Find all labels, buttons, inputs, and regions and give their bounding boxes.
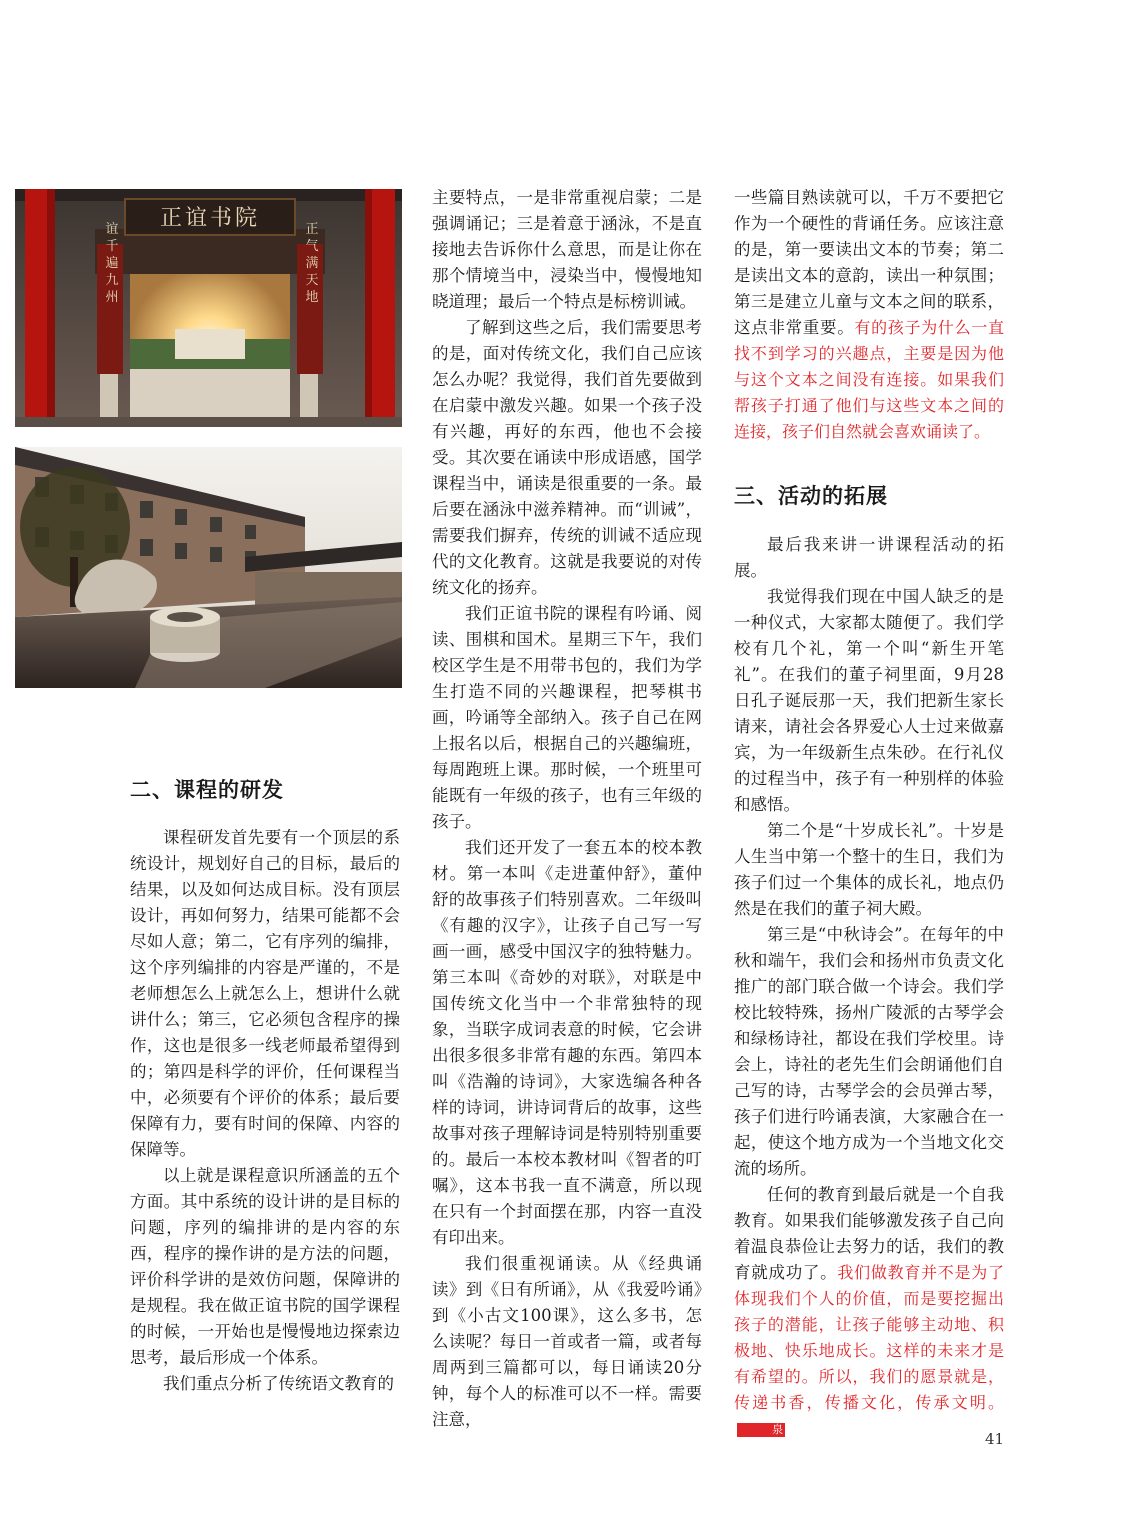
- column-3-bottom: [734, 532, 1004, 1442]
- end-mark-icon: 泉: [737, 1423, 785, 1437]
- column-1: [130, 825, 400, 1397]
- col2-paragraph-4: 我们还开发了一套五本的校本教材。第一本叫《走进董仲舒》，董仲舒的故事孩子们特别喜欢。二年级叫《有趣的汉字》，让孩子自己写一写画一画，感受中国汉字的独特魅力。第三本叫《奇妙的对联》，对联是中国传统文化当中一个非常独特的现象，当联字成词表意的时候，它会讲出很多很多非常有趣的东西。第四本叫《浩瀚的诗词》，大家选编各种各样的诗词，讲诗词背后的故事，这些故事对孩子理解诗词是特别特别重要的。最后一本校本教材叫《智者的叮嘱》，这本书我一直不满意，所以现在只有一个封面摆在那，内容一直没有印出来。: [432, 838, 702, 1247]
- col3-p6-black: 任何的教育到最后就是一个自我教育。如果我们能够激发孩子自己向着温良恭俭让去努力的话，我们的教育就成功了。: [734, 1185, 1004, 1282]
- col2-paragraph-2: 了解到这些之后，我们需要思考的是，面对传统文化，我们自己应该怎么办呢？我觉得，我们首先要做到在启蒙中激发兴趣。如果一个孩子没有兴趣，再好的东西，他也不会接受。其次要在诵读中形成语感，国学课程当中，诵读是很重要的一条。最后要在涵泳中滋养精神。而“训诫”，需要我们摒弃，传统的训诫不适应现代的文化教育。这就是我要说的对传统文化的扬弃。: [432, 318, 702, 597]
- col3-p6-highlight: 我们做教育并不是为了体现我们个人的价值，而是要挖掘出孩子的潜能，让孩子能够主动地、积极地、快乐地成长。这样的未来才是有希望的。所以，我们的愿景就是，传递书香，传播文化，传承文明。: [734, 1263, 1004, 1412]
- courtyard-photo: [15, 447, 402, 688]
- col2-paragraph-1: 主要特点，一是非常重视启蒙；二是强调诵记；三是着意于涵泳，不是直接地去告诉你什么意思，而是让你在那个情境当中，浸染当中，慢慢地知晓道理；最后一个特点是标榜训诫。: [432, 188, 702, 311]
- col3-paragraph-3: 我觉得我们现在中国人缺乏的是一种仪式，大家都太随便了。我们学校有几个礼，第一个叫“新生开笔礼”。在我们的董子祠里面，9月28日孔子诞辰那一天，我们把新生家长请来，请社会各界爱心人士过来做嘉宾，为一年级新生点朱砂。在行礼仪的过程当中，孩子有一种别样的体验和感悟。: [734, 587, 1004, 814]
- col2-paragraph-3: 我们正谊书院的课程有吟诵、阅读、围棋和国术。星期三下午，我们校区学生是不用带书包的，我们为学生打造不同的兴趣课程，把琴棋书画，吟诵等全部纳入。孩子自己在网上报名以后，根据自己的兴趣编班，每周跑班上课。那时候，一个班里可能既有一年级的孩子，也有三年级的孩子。: [432, 604, 702, 831]
- col1-paragraph-2: 以上就是课程意识所涵盖的五个方面。其中系统的设计讲的是目标的问题，序列的编排讲的是内容的东西，程序的操作讲的是方法的问题，评价科学讲的是效仿问题，保障讲的是规程。我在做正谊书院的国学课程的时候，一开始也是慢慢地边探索边思考，最后形成一个体系。: [130, 1166, 400, 1367]
- col3-paragraph-5: 第三是“中秋诗会”。在每年的中秋和端午，我们会和扬州市负责文化推广的部门联合做一个诗会。我们学校比较特殊，扬州广陵派的古琴学会和绿杨诗社，都设在我们学校里。诗会上，诗社的老先生们会朗诵他们自己写的诗，古琴学会的会员弹古琴，孩子们进行吟诵表演，大家融合在一起，使这个地方成为一个当地文化交流的场所。: [734, 925, 1004, 1178]
- col2-paragraph-5: 我们很重视诵读。从《经典诵读》到《日有所诵》，从《我爱吟诵》到《小古文100课》，这么多书，怎么读呢？每日一首或者一篇，或者每周两到三篇都可以，每日诵读20分钟，每个人的标准可以不一样。需要注意，: [432, 1254, 702, 1429]
- col3-p1-highlight: 有的孩子为什么一直找不到学习的兴趣点，主要是因为他与这个文本之间没有连接。如果我们帮孩子打通了他们与这些文本之间的连接，孩子们自然就会喜欢诵读了。: [734, 318, 1004, 441]
- col3-paragraph-6: [734, 1182, 1004, 1442]
- curriculum-heading: 二、课程的研发: [130, 778, 284, 802]
- activities-heading: 三、活动的拓展: [734, 484, 888, 508]
- column-2: [432, 185, 702, 1433]
- gate-sign-text: 正谊书院: [159, 206, 261, 231]
- col3-paragraph-4: 第二个是“十岁成长礼”。十岁是人生当中第一个整十的生日，我们为孩子们过一个集体的成长礼，地点仍然是在我们的董子祠大殿。: [734, 821, 1004, 918]
- gate-left-couplet: 谊千遍九州: [102, 221, 118, 307]
- col1-paragraph-1: 课程研发首先要有一个顶层的系统设计，规划好自己的目标，最后的结果，以及如何达成目标。没有顶层设计，再如何努力，结果可能都不会尽如人意；第二，它有序列的编排，这个序列编排的内容是严谨的，不是老师想怎么上就怎么上，想讲什么就讲什么；第三，它必须包含程序的操作，这也是很多一线老师最希望得到的；第四是科学的评价，任何课程当中，必须要有个评价的体系；最后要保障有力，要有时间的保障、内容的保障等。: [130, 828, 400, 1159]
- column-3-top: [734, 185, 1004, 445]
- col3-paragraph-2: 最后我来讲一讲课程活动的拓展。: [734, 535, 1004, 580]
- col1-paragraph-3: 我们重点分析了传统语文教育的: [163, 1374, 394, 1393]
- page-number: 41: [985, 1430, 1005, 1448]
- gate-right-couplet: 正气满天地: [302, 221, 318, 307]
- col3-p1-black: 一些篇目熟读就可以，千万不要把它作为一个硬性的背诵任务。应该注意的是，第一要读出文本的节奏；第二是读出文本的意韵，读出一种氛围；第三是建立儿童与文本之间的联系，这点非常重要。: [734, 188, 1004, 337]
- col3-paragraph-1: [734, 185, 1004, 445]
- academy-gate-photo: [15, 189, 402, 427]
